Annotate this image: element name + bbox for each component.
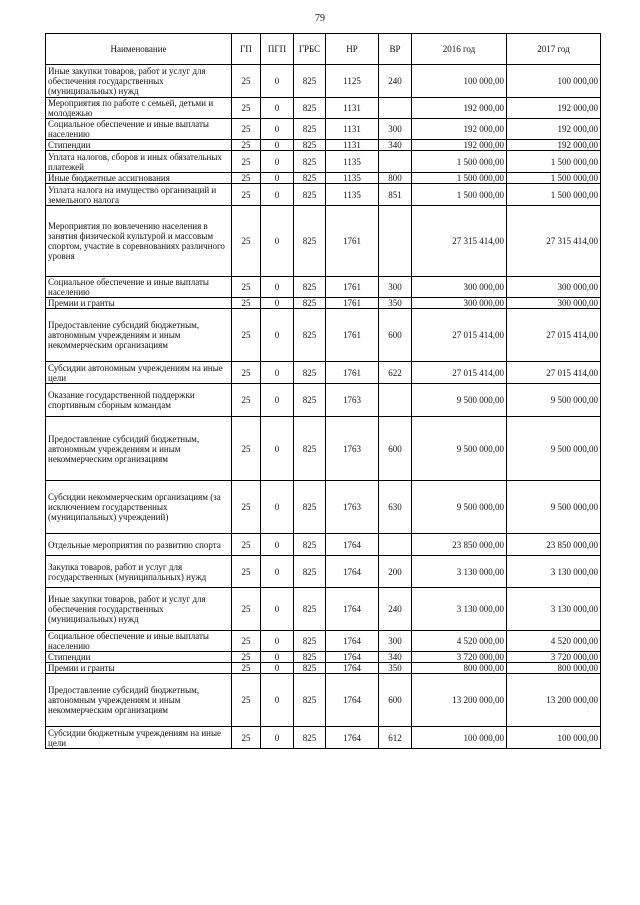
row-2017: 300 000,00 xyxy=(507,298,601,309)
row-ppgp: 0 xyxy=(261,309,294,362)
row-2016: 192 000,00 xyxy=(412,119,507,140)
row-grbs: 825 xyxy=(294,184,326,206)
row-gp: 25 xyxy=(232,534,261,556)
row-nr: 1763 xyxy=(326,417,379,481)
row-vr: 200 xyxy=(379,556,412,588)
row-2017: 23 850 000,00 xyxy=(507,534,601,556)
row-2016: 300 000,00 xyxy=(412,277,507,298)
row-vr: 800 xyxy=(379,173,412,184)
row-gp: 25 xyxy=(232,652,261,663)
table-row xyxy=(46,652,601,663)
row-nr: 1763 xyxy=(326,384,379,417)
row-vr xyxy=(379,384,412,417)
row-nr: 1131 xyxy=(326,98,379,119)
row-ppgp: 0 xyxy=(261,417,294,481)
table-row xyxy=(46,663,601,674)
table-row xyxy=(46,309,601,362)
row-vr: 240 xyxy=(379,588,412,631)
row-2016: 13 200 000,00 xyxy=(412,674,507,727)
row-2017: 192 000,00 xyxy=(507,119,601,140)
row-2016: 9 500 000,00 xyxy=(412,417,507,481)
row-2016: 3 130 000,00 xyxy=(412,588,507,631)
row-gp: 25 xyxy=(232,151,261,173)
row-grbs: 825 xyxy=(294,534,326,556)
row-2017: 100 000,00 xyxy=(507,65,601,98)
row-ppgp: 0 xyxy=(261,298,294,309)
row-vr: 350 xyxy=(379,663,412,674)
row-gp: 25 xyxy=(232,173,261,184)
table-row xyxy=(46,362,601,384)
row-vr: 340 xyxy=(379,140,412,151)
row-2016: 192 000,00 xyxy=(412,98,507,119)
row-ppgp: 0 xyxy=(261,588,294,631)
row-grbs: 825 xyxy=(294,173,326,184)
header-name: Наименование xyxy=(46,34,232,65)
row-name: Премии и гранты xyxy=(46,298,232,309)
row-2016: 3 720 000,00 xyxy=(412,652,507,663)
row-gp: 25 xyxy=(232,631,261,652)
row-nr: 1135 xyxy=(326,173,379,184)
row-nr: 1761 xyxy=(326,298,379,309)
header-2016: 2016 год xyxy=(412,34,507,65)
row-nr: 1125 xyxy=(326,65,379,98)
table-row xyxy=(46,151,601,173)
row-name: Иные закупки товаров, работ и услуг для обеспечения государственных (муниципальных) нужд xyxy=(46,588,232,631)
row-gp: 25 xyxy=(232,206,261,277)
row-nr: 1764 xyxy=(326,727,379,749)
row-nr: 1764 xyxy=(326,631,379,652)
table-row xyxy=(46,298,601,309)
row-gp: 25 xyxy=(232,98,261,119)
row-ppgp: 0 xyxy=(261,727,294,749)
row-gp: 25 xyxy=(232,140,261,151)
row-ppgp: 0 xyxy=(261,277,294,298)
row-2016: 23 850 000,00 xyxy=(412,534,507,556)
row-gp: 25 xyxy=(232,119,261,140)
row-2017: 9 500 000,00 xyxy=(507,481,601,534)
row-name: Субсидии автономным учреждениям на иные цели xyxy=(46,362,232,384)
row-nr: 1761 xyxy=(326,362,379,384)
row-2016: 300 000,00 xyxy=(412,298,507,309)
row-2017: 27 015 414,00 xyxy=(507,309,601,362)
row-ppgp: 0 xyxy=(261,362,294,384)
row-2017: 1 500 000,00 xyxy=(507,184,601,206)
row-name: Закупка товаров, работ и услуг для государственных (муниципальных) нужд xyxy=(46,556,232,588)
row-grbs: 825 xyxy=(294,631,326,652)
row-name: Предоставление субсидий бюджетным, автономным учреждениям и иным некоммерческим организациям xyxy=(46,674,232,727)
row-gp: 25 xyxy=(232,417,261,481)
row-ppgp: 0 xyxy=(261,119,294,140)
row-grbs: 825 xyxy=(294,298,326,309)
row-2016: 192 000,00 xyxy=(412,140,507,151)
row-vr: 600 xyxy=(379,417,412,481)
row-vr: 622 xyxy=(379,362,412,384)
header-2017: 2017 год xyxy=(507,34,601,65)
row-2017: 1 500 000,00 xyxy=(507,151,601,173)
row-2016: 3 130 000,00 xyxy=(412,556,507,588)
row-grbs: 825 xyxy=(294,727,326,749)
table-row xyxy=(46,384,601,417)
row-gp: 25 xyxy=(232,277,261,298)
table-row xyxy=(46,184,601,206)
table-body xyxy=(46,65,601,749)
row-grbs: 825 xyxy=(294,98,326,119)
row-2017: 3 720 000,00 xyxy=(507,652,601,663)
row-ppgp: 0 xyxy=(261,674,294,727)
row-gp: 25 xyxy=(232,65,261,98)
row-nr: 1764 xyxy=(326,556,379,588)
row-2017: 9 500 000,00 xyxy=(507,417,601,481)
row-name: Субсидии бюджетным учреждениям на иные цели xyxy=(46,727,232,749)
row-name: Социальное обеспечение и иные выплаты населению xyxy=(46,119,232,140)
table-row xyxy=(46,119,601,140)
row-grbs: 825 xyxy=(294,384,326,417)
row-2016: 800 000,00 xyxy=(412,663,507,674)
table-row xyxy=(46,534,601,556)
row-name: Отдельные мероприятия по развитию спорта xyxy=(46,534,232,556)
table-row xyxy=(46,140,601,151)
row-grbs: 825 xyxy=(294,663,326,674)
row-gp: 25 xyxy=(232,588,261,631)
row-ppgp: 0 xyxy=(261,98,294,119)
row-name: Мероприятия по работе с семьей, детьми и молодежью xyxy=(46,98,232,119)
header-vr: ВР xyxy=(379,34,412,65)
row-nr: 1761 xyxy=(326,206,379,277)
row-grbs: 825 xyxy=(294,674,326,727)
row-gp: 25 xyxy=(232,727,261,749)
row-nr: 1764 xyxy=(326,652,379,663)
row-vr: 300 xyxy=(379,119,412,140)
row-grbs: 825 xyxy=(294,140,326,151)
row-2016: 9 500 000,00 xyxy=(412,384,507,417)
row-ppgp: 0 xyxy=(261,384,294,417)
row-grbs: 825 xyxy=(294,206,326,277)
row-name: Премии и гранты xyxy=(46,663,232,674)
row-2016: 27 315 414,00 xyxy=(412,206,507,277)
row-grbs: 825 xyxy=(294,652,326,663)
row-gp: 25 xyxy=(232,362,261,384)
row-ppgp: 0 xyxy=(261,65,294,98)
row-name: Иные закупки товаров, работ и услуг для обеспечения государственных (муниципальных) нужд xyxy=(46,65,232,98)
row-2017: 192 000,00 xyxy=(507,98,601,119)
row-grbs: 825 xyxy=(294,417,326,481)
row-2016: 9 500 000,00 xyxy=(412,481,507,534)
row-grbs: 825 xyxy=(294,277,326,298)
row-grbs: 825 xyxy=(294,362,326,384)
row-grbs: 825 xyxy=(294,556,326,588)
row-name: Стипендии xyxy=(46,140,232,151)
header-ppgp: ПГП xyxy=(261,34,294,65)
row-2017: 300 000,00 xyxy=(507,277,601,298)
row-gp: 25 xyxy=(232,184,261,206)
row-nr: 1131 xyxy=(326,140,379,151)
row-nr: 1761 xyxy=(326,309,379,362)
row-2017: 9 500 000,00 xyxy=(507,384,601,417)
row-2016: 100 000,00 xyxy=(412,65,507,98)
row-2017: 1 500 000,00 xyxy=(507,173,601,184)
row-vr xyxy=(379,98,412,119)
table-row xyxy=(46,65,601,98)
row-2017: 100 000,00 xyxy=(507,727,601,749)
row-grbs: 825 xyxy=(294,588,326,631)
table-row xyxy=(46,481,601,534)
row-gp: 25 xyxy=(232,556,261,588)
row-vr xyxy=(379,206,412,277)
row-nr: 1131 xyxy=(326,119,379,140)
row-2017: 192 000,00 xyxy=(507,140,601,151)
row-2016: 27 015 414,00 xyxy=(412,309,507,362)
row-gp: 25 xyxy=(232,384,261,417)
row-nr: 1135 xyxy=(326,151,379,173)
header-grbs: ГРБС xyxy=(294,34,326,65)
table-row xyxy=(46,556,601,588)
budget-table xyxy=(45,33,601,749)
row-nr: 1764 xyxy=(326,663,379,674)
row-nr: 1135 xyxy=(326,184,379,206)
row-name: Уплата налога на имущество организаций и земельного налога xyxy=(46,184,232,206)
row-ppgp: 0 xyxy=(261,206,294,277)
table-row xyxy=(46,206,601,277)
table-row xyxy=(46,173,601,184)
row-ppgp: 0 xyxy=(261,481,294,534)
row-ppgp: 0 xyxy=(261,151,294,173)
row-ppgp: 0 xyxy=(261,140,294,151)
row-vr: 350 xyxy=(379,298,412,309)
row-ppgp: 0 xyxy=(261,652,294,663)
row-name: Социальное обеспечение и иные выплаты населению xyxy=(46,631,232,652)
row-nr: 1763 xyxy=(326,481,379,534)
row-ppgp: 0 xyxy=(261,173,294,184)
table-row xyxy=(46,674,601,727)
table-row xyxy=(46,277,601,298)
row-gp: 25 xyxy=(232,481,261,534)
row-ppgp: 0 xyxy=(261,184,294,206)
row-name: Субсидии некоммерческим организациям (за исключением государственных (муниципальных) учреждений) xyxy=(46,481,232,534)
row-vr: 612 xyxy=(379,727,412,749)
row-ppgp: 0 xyxy=(261,663,294,674)
row-2016: 4 520 000,00 xyxy=(412,631,507,652)
row-gp: 25 xyxy=(232,298,261,309)
row-name: Стипендии xyxy=(46,652,232,663)
table-row xyxy=(46,588,601,631)
row-vr: 300 xyxy=(379,631,412,652)
row-2017: 13 200 000,00 xyxy=(507,674,601,727)
row-grbs: 825 xyxy=(294,119,326,140)
row-2017: 3 130 000,00 xyxy=(507,556,601,588)
row-2016: 1 500 000,00 xyxy=(412,184,507,206)
row-nr: 1764 xyxy=(326,534,379,556)
row-gp: 25 xyxy=(232,663,261,674)
table-row xyxy=(46,98,601,119)
row-2017: 27 315 414,00 xyxy=(507,206,601,277)
row-vr: 851 xyxy=(379,184,412,206)
row-vr xyxy=(379,534,412,556)
row-vr: 630 xyxy=(379,481,412,534)
row-name: Иные бюджетные ассигнования xyxy=(46,173,232,184)
row-2016: 27 015 414,00 xyxy=(412,362,507,384)
table-row xyxy=(46,727,601,749)
row-vr: 240 xyxy=(379,65,412,98)
row-vr: 600 xyxy=(379,674,412,727)
row-2016: 1 500 000,00 xyxy=(412,151,507,173)
row-name: Уплата налогов, сборов и иных обязательных платежей xyxy=(46,151,232,173)
row-name: Социальное обеспечение и иные выплаты населению xyxy=(46,277,232,298)
row-2017: 27 015 414,00 xyxy=(507,362,601,384)
row-vr: 300 xyxy=(379,277,412,298)
row-ppgp: 0 xyxy=(261,534,294,556)
row-nr: 1764 xyxy=(326,588,379,631)
row-name: Оказание государственной поддержки спортивным сборным командам xyxy=(46,384,232,417)
page-number: 79 xyxy=(315,13,325,24)
row-2017: 3 130 000,00 xyxy=(507,588,601,631)
row-2017: 4 520 000,00 xyxy=(507,631,601,652)
row-name: Предоставление субсидий бюджетным, автономным учреждениям и иным некоммерческим организациям xyxy=(46,417,232,481)
row-2016: 1 500 000,00 xyxy=(412,173,507,184)
row-gp: 25 xyxy=(232,309,261,362)
header-nr: НР xyxy=(326,34,379,65)
row-name: Мероприятия по вовлечению населения в занятия физической культурой и массовым спортом, участие в соревнованиях различного уровня xyxy=(46,206,232,277)
row-nr: 1761 xyxy=(326,277,379,298)
table-row xyxy=(46,417,601,481)
row-grbs: 825 xyxy=(294,151,326,173)
header-gp: ГП xyxy=(232,34,261,65)
row-gp: 25 xyxy=(232,674,261,727)
row-vr: 600 xyxy=(379,309,412,362)
row-name: Предоставление субсидий бюджетным, автономным учреждениям и иным некоммерческим организациям xyxy=(46,309,232,362)
row-grbs: 825 xyxy=(294,481,326,534)
row-grbs: 825 xyxy=(294,65,326,98)
row-vr xyxy=(379,151,412,173)
row-grbs: 825 xyxy=(294,309,326,362)
row-2017: 800 000,00 xyxy=(507,663,601,674)
row-vr: 340 xyxy=(379,652,412,663)
row-2016: 100 000,00 xyxy=(412,727,507,749)
row-ppgp: 0 xyxy=(261,556,294,588)
table-header-row xyxy=(46,34,601,65)
table-row xyxy=(46,631,601,652)
row-nr: 1764 xyxy=(326,674,379,727)
row-ppgp: 0 xyxy=(261,631,294,652)
